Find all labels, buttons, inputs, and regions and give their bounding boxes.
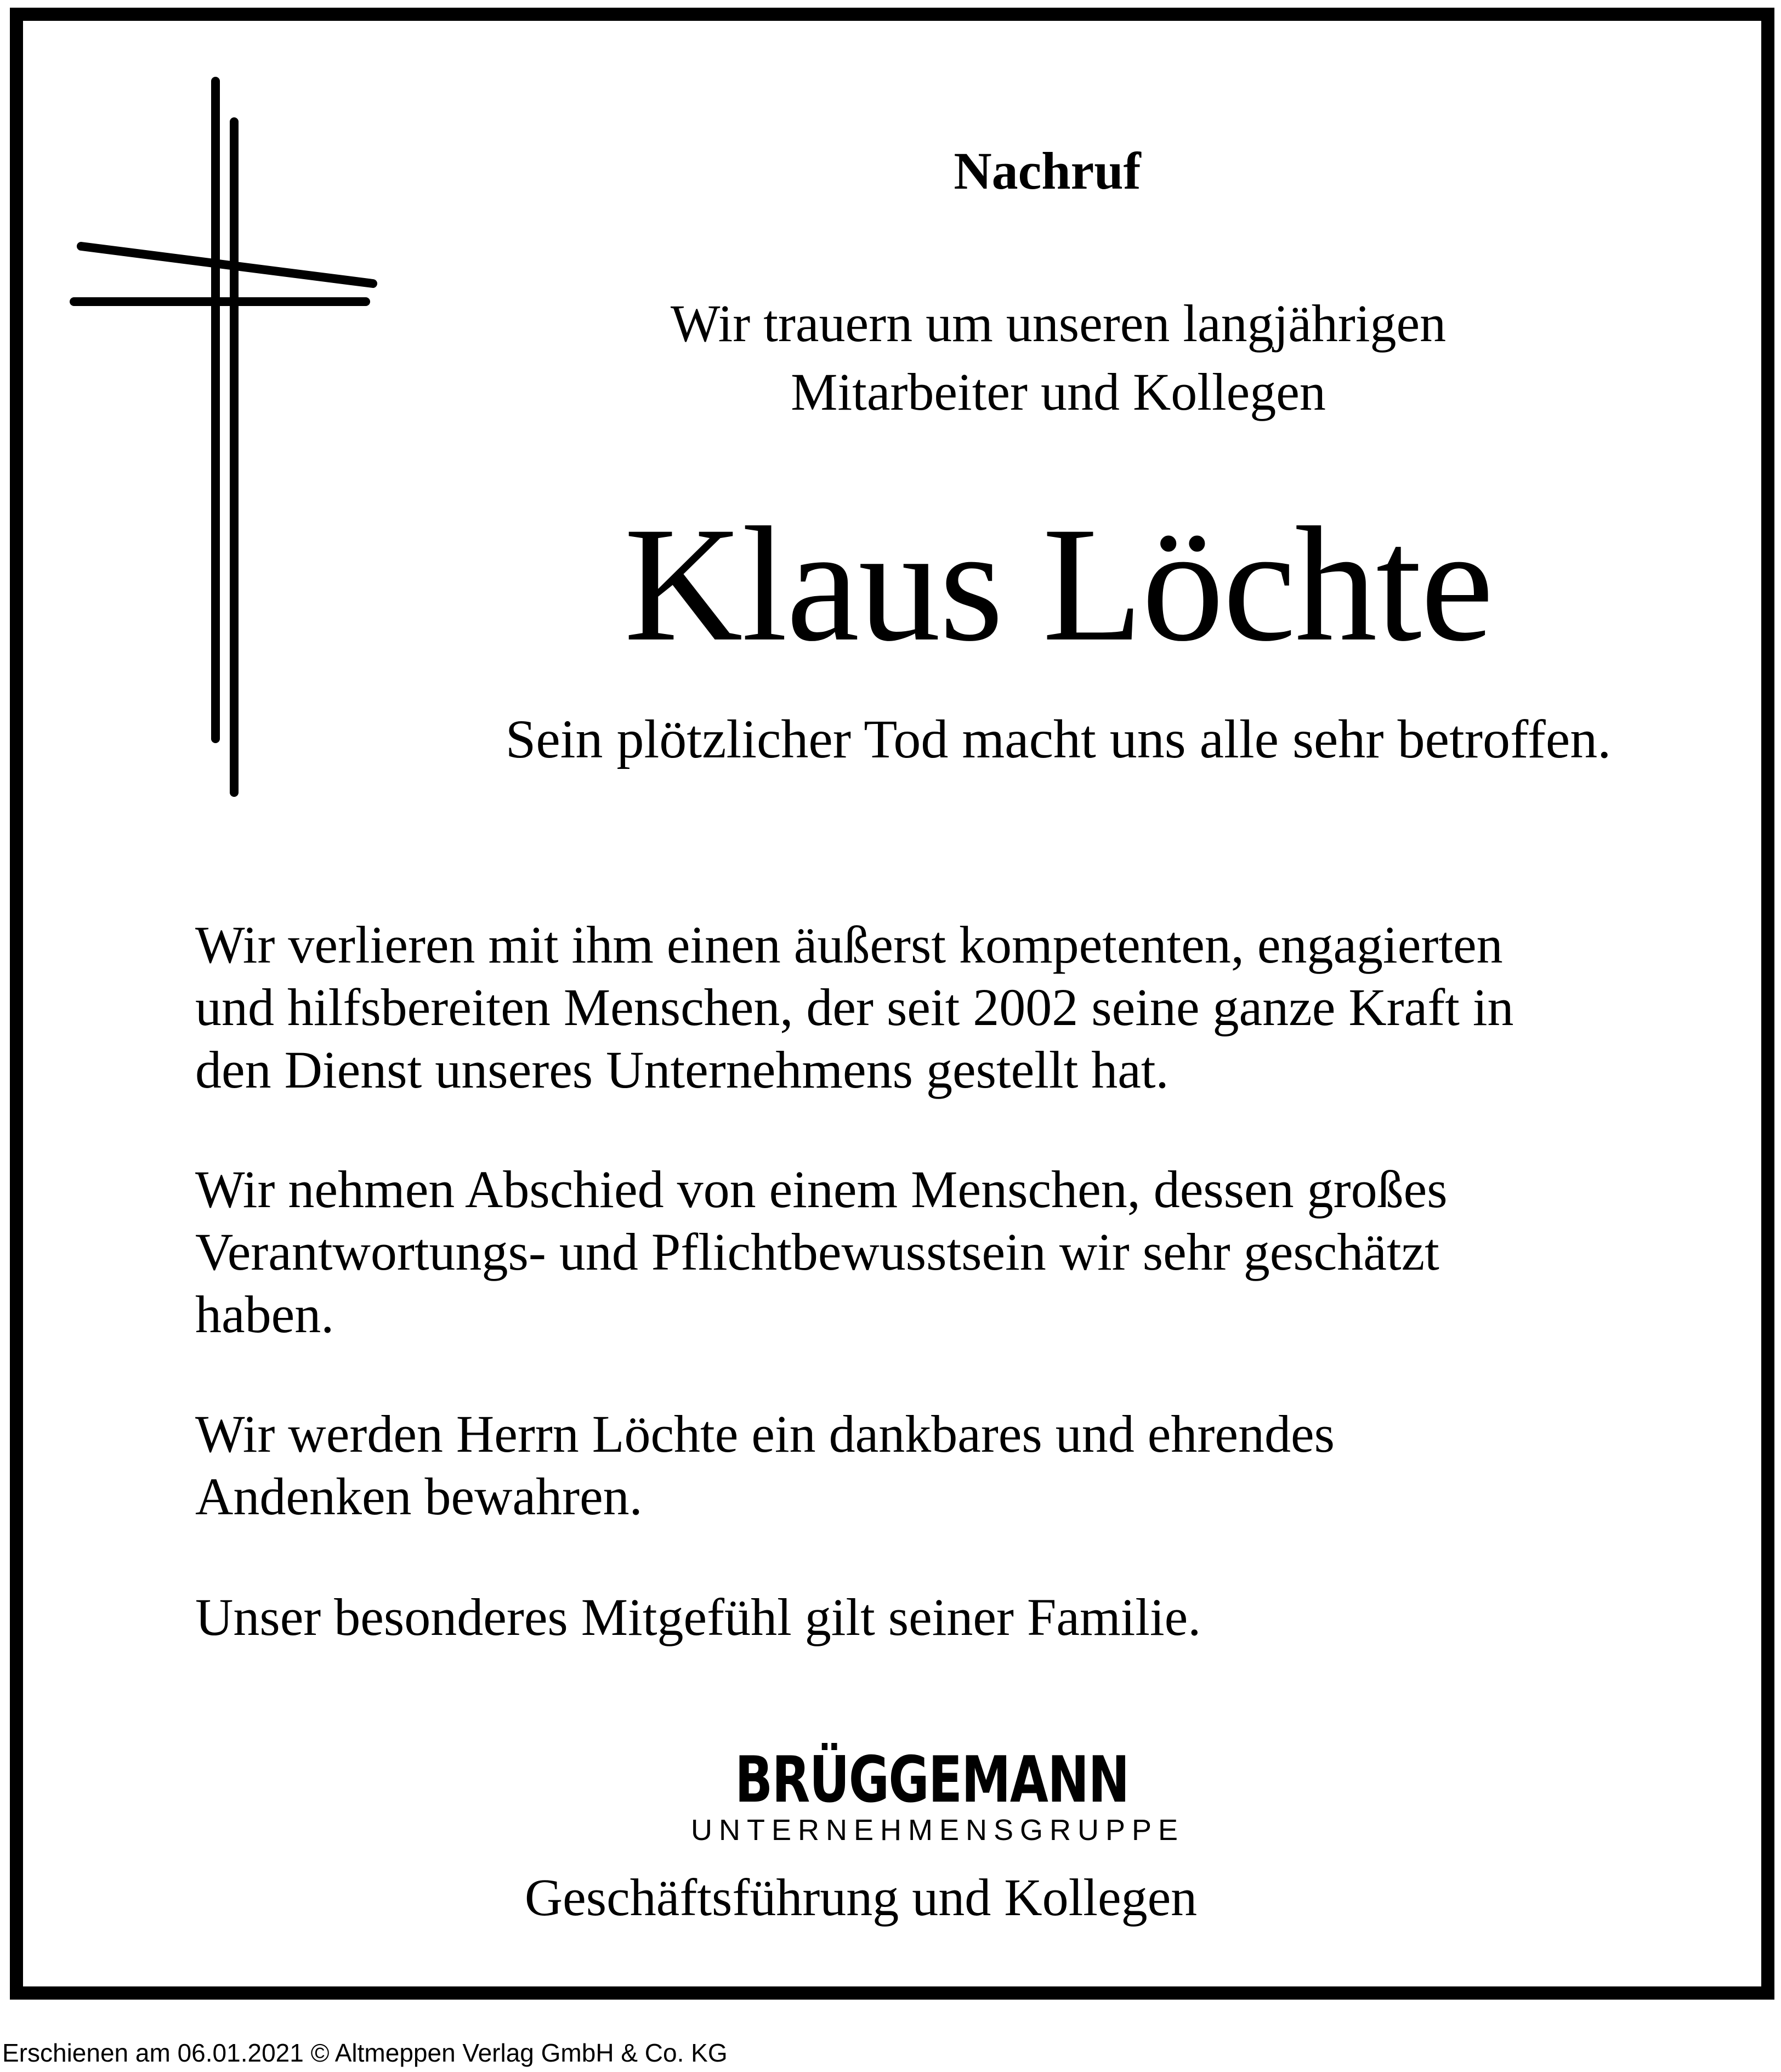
logo-tagline: UNTERNEHMENSGRUPPE bbox=[691, 1814, 1185, 1847]
paragraph-line: Unser besonderes Mitgefühl gilt seiner Familie. bbox=[195, 1588, 1201, 1646]
intro-text bbox=[581, 290, 1535, 427]
logo-name: BRÜGGEMANN bbox=[735, 1743, 1129, 1817]
paragraph-line: Wir verlieren mit ihm einen äußerst kompetenten, engagierten bbox=[195, 915, 1503, 974]
paragraph-line: haben. bbox=[195, 1285, 334, 1344]
paragraph-line: Verantwortungs- und Pflichtbewusstsein wir sehr geschätzt bbox=[195, 1222, 1439, 1281]
subline: Sein plötzlicher Tod macht uns alle sehr betroffen. bbox=[505, 709, 1612, 769]
paragraph-line: Andenken bewahren. bbox=[195, 1467, 643, 1526]
company-logo bbox=[691, 1743, 1185, 1847]
paragraph-line: den Dienst unseres Unternehmens gestellt hat. bbox=[195, 1040, 1169, 1099]
paragraph bbox=[195, 914, 1621, 1101]
publication-footer: Erschienen am 06.01.2021 © Altmeppen Verlag GmbH & Co. KG bbox=[2, 2039, 728, 2067]
deceased-name: Klaus Löchte bbox=[624, 493, 1493, 675]
intro-line: Wir trauern um unseren langjährigen bbox=[670, 294, 1447, 353]
paragraph bbox=[195, 1158, 1621, 1346]
paragraph-line: Wir nehmen Abschied von einem Menschen, dessen großes bbox=[195, 1160, 1448, 1219]
paragraph bbox=[195, 1586, 1621, 1649]
paragraph-line: Wir werden Herrn Löchte ein dankbares und ehrendes bbox=[195, 1405, 1335, 1463]
paragraph-line: und hilfsbereiten Menschen, der seit 2002 seine ganze Kraft in bbox=[195, 978, 1514, 1037]
notice-title: Nachruf bbox=[954, 141, 1141, 200]
cross-icon bbox=[0, 0, 395, 812]
paragraph bbox=[195, 1403, 1621, 1528]
intro-line: Mitarbeiter und Kollegen bbox=[791, 362, 1326, 421]
signoff: Geschäftsführung und Kollegen bbox=[524, 1868, 1198, 1927]
